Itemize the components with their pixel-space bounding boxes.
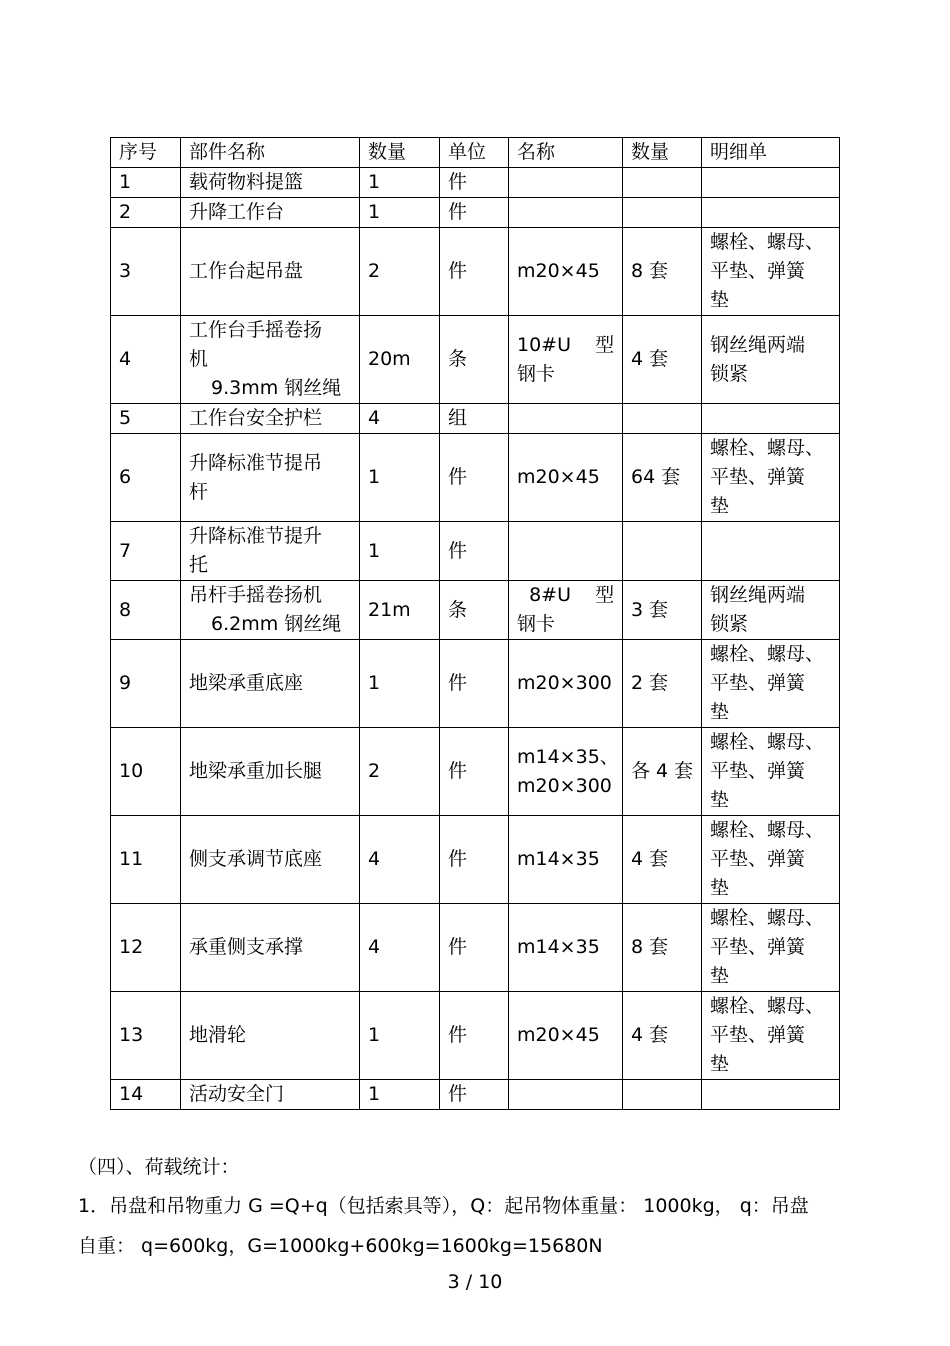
cell-part: [509, 404, 623, 434]
cell-no: 11: [111, 816, 181, 904]
cell-unit: 条: [440, 316, 509, 404]
cell-qty: 4: [360, 816, 440, 904]
cell-no: 6: [111, 434, 181, 522]
cell-part: [509, 198, 623, 228]
cell-name: 工作台起吊盘: [181, 228, 360, 316]
cell-name: 地梁承重加长腿: [181, 728, 360, 816]
header-cell: 序号: [111, 138, 181, 168]
cell-detail: 钢丝绳两端 锁紧: [702, 581, 840, 640]
cell-no: 9: [111, 640, 181, 728]
cell-name: 载荷物料提篮: [181, 168, 360, 198]
cell-pqty: [623, 168, 702, 198]
cell-name-text: 吊杆手摇卷扬机: [189, 584, 323, 606]
header-cell: 部件名称: [181, 138, 360, 168]
cell-no: 4: [111, 316, 181, 404]
cell-no: 3: [111, 228, 181, 316]
cell-qty: 21m: [360, 581, 440, 640]
cell-detail: [702, 198, 840, 228]
header-cell: 明细单: [702, 138, 840, 168]
cell-detail: 钢丝绳两端 锁紧: [702, 316, 840, 404]
cell-qty: 1: [360, 1080, 440, 1110]
cell-detail: 螺栓、螺母、 平垫、弹簧 垫: [702, 228, 840, 316]
cell-pqty: 2 套: [623, 640, 702, 728]
page-number: 3 / 10: [447, 1271, 503, 1293]
cell-part: m14×35: [509, 816, 623, 904]
cell-no: 14: [111, 1080, 181, 1110]
cell-part: [509, 1080, 623, 1110]
cell-qty: 20m: [360, 316, 440, 404]
cell-name: [181, 316, 360, 404]
cell-unit: 件: [440, 228, 509, 316]
cell-part: 8#U 型 钢卡: [509, 581, 623, 640]
cell-name: 工作台安全护栏: [181, 404, 360, 434]
cell-part: m14×35: [509, 904, 623, 992]
header-cell: 数量: [623, 138, 702, 168]
table-row: [111, 904, 840, 992]
table-row: [111, 404, 840, 434]
cell-name: 升降标准节提吊 杆: [181, 434, 360, 522]
cell-pqty: 8 套: [623, 228, 702, 316]
cell-part: m20×300: [509, 640, 623, 728]
cell-no: 1: [111, 168, 181, 198]
cell-name-subtext: 9.3mm 钢丝绳: [211, 377, 342, 399]
cell-pqty: 3 套: [623, 581, 702, 640]
cell-qty: 1: [360, 992, 440, 1080]
cell-pqty: [623, 522, 702, 581]
cell-no: 10: [111, 728, 181, 816]
cell-name: 活动安全门: [181, 1080, 360, 1110]
cell-no: 2: [111, 198, 181, 228]
cell-part: [509, 522, 623, 581]
cell-no: 12: [111, 904, 181, 992]
cell-qty: 2: [360, 728, 440, 816]
cell-name-text: 工作台手摇卷扬 机: [189, 319, 323, 370]
cell-part: 10#U 型 钢卡: [509, 316, 623, 404]
cell-qty: 1: [360, 522, 440, 581]
cell-part: m14×35、 m20×300: [509, 728, 623, 816]
cell-pqty: [623, 1080, 702, 1110]
table-row: [111, 640, 840, 728]
cell-pqty: 4 套: [623, 992, 702, 1080]
cell-detail: 螺栓、螺母、 平垫、弹簧 垫: [702, 992, 840, 1080]
cell-detail: [702, 1080, 840, 1110]
cell-detail: 螺栓、螺母、 平垫、弹簧 垫: [702, 728, 840, 816]
cell-qty: 1: [360, 434, 440, 522]
cell-part: m20×45: [509, 992, 623, 1080]
cell-qty: 1: [360, 198, 440, 228]
cell-pqty: 8 套: [623, 904, 702, 992]
table-row: [111, 168, 840, 198]
cell-detail: 螺栓、螺母、 平垫、弹簧 垫: [702, 434, 840, 522]
cell-unit: 件: [440, 434, 509, 522]
cell-part: [509, 168, 623, 198]
cell-detail: 螺栓、螺母、 平垫、弹簧 垫: [702, 640, 840, 728]
table-row: [111, 434, 840, 522]
cell-unit: 件: [440, 168, 509, 198]
table-row: [111, 992, 840, 1080]
cell-name: 升降标准节提升 托: [181, 522, 360, 581]
cell-name: 承重侧支承撑: [181, 904, 360, 992]
cell-name: 地梁承重底座: [181, 640, 360, 728]
cell-no: 7: [111, 522, 181, 581]
cell-detail: [702, 404, 840, 434]
table-row: [111, 728, 840, 816]
cell-unit: 件: [440, 816, 509, 904]
cell-unit: 条: [440, 581, 509, 640]
cell-name: 地滑轮: [181, 992, 360, 1080]
cell-name: 侧支承调节底座: [181, 816, 360, 904]
cell-no: 8: [111, 581, 181, 640]
cell-detail: [702, 168, 840, 198]
header-cell: 数量: [360, 138, 440, 168]
cell-pqty: [623, 198, 702, 228]
cell-name: [181, 581, 360, 640]
cell-qty: 2: [360, 228, 440, 316]
cell-part: m20×45: [509, 434, 623, 522]
cell-detail: [702, 522, 840, 581]
table-row: [111, 228, 840, 316]
header-cell: 单位: [440, 138, 509, 168]
cell-unit: 件: [440, 992, 509, 1080]
table-row: [111, 198, 840, 228]
table-header-row: [111, 138, 840, 168]
cell-unit: 件: [440, 1080, 509, 1110]
cell-qty: 4: [360, 904, 440, 992]
cell-part: m20×45: [509, 228, 623, 316]
table-row: [111, 522, 840, 581]
cell-pqty: 4 套: [623, 316, 702, 404]
cell-no: 13: [111, 992, 181, 1080]
section-title: （四）、荷载统计：: [78, 1156, 240, 1178]
cell-name-subtext: 6.2mm 钢丝绳: [211, 613, 342, 635]
cell-pqty: 4 套: [623, 816, 702, 904]
table-row: [111, 1080, 840, 1110]
cell-unit: 件: [440, 522, 509, 581]
paragraph-line: 自重： q=600kg，G=1000kg+600kg=1600kg=15680N: [78, 1235, 603, 1257]
cell-qty: 1: [360, 640, 440, 728]
cell-unit: 件: [440, 640, 509, 728]
table-row: [111, 316, 840, 404]
cell-no: 5: [111, 404, 181, 434]
cell-unit: 件: [440, 198, 509, 228]
paragraph-line: 1．吊盘和吊物重力 G =Q+q（包括索具等），Q：起吊物体重量： 1000kg， q：吊盘: [78, 1195, 809, 1217]
cell-detail: 螺栓、螺母、 平垫、弹簧 垫: [702, 816, 840, 904]
cell-pqty: 64 套: [623, 434, 702, 522]
cell-pqty: 各 4 套: [623, 728, 702, 816]
cell-detail: 螺栓、螺母、 平垫、弹簧 垫: [702, 904, 840, 992]
cell-pqty: [623, 404, 702, 434]
cell-qty: 1: [360, 168, 440, 198]
cell-name: 升降工作台: [181, 198, 360, 228]
cell-unit: 组: [440, 404, 509, 434]
header-cell: 名称: [509, 138, 623, 168]
table-row: [111, 816, 840, 904]
cell-unit: 件: [440, 728, 509, 816]
parts-table: [110, 137, 840, 1110]
table-row: [111, 581, 840, 640]
cell-qty: 4: [360, 404, 440, 434]
cell-unit: 件: [440, 904, 509, 992]
